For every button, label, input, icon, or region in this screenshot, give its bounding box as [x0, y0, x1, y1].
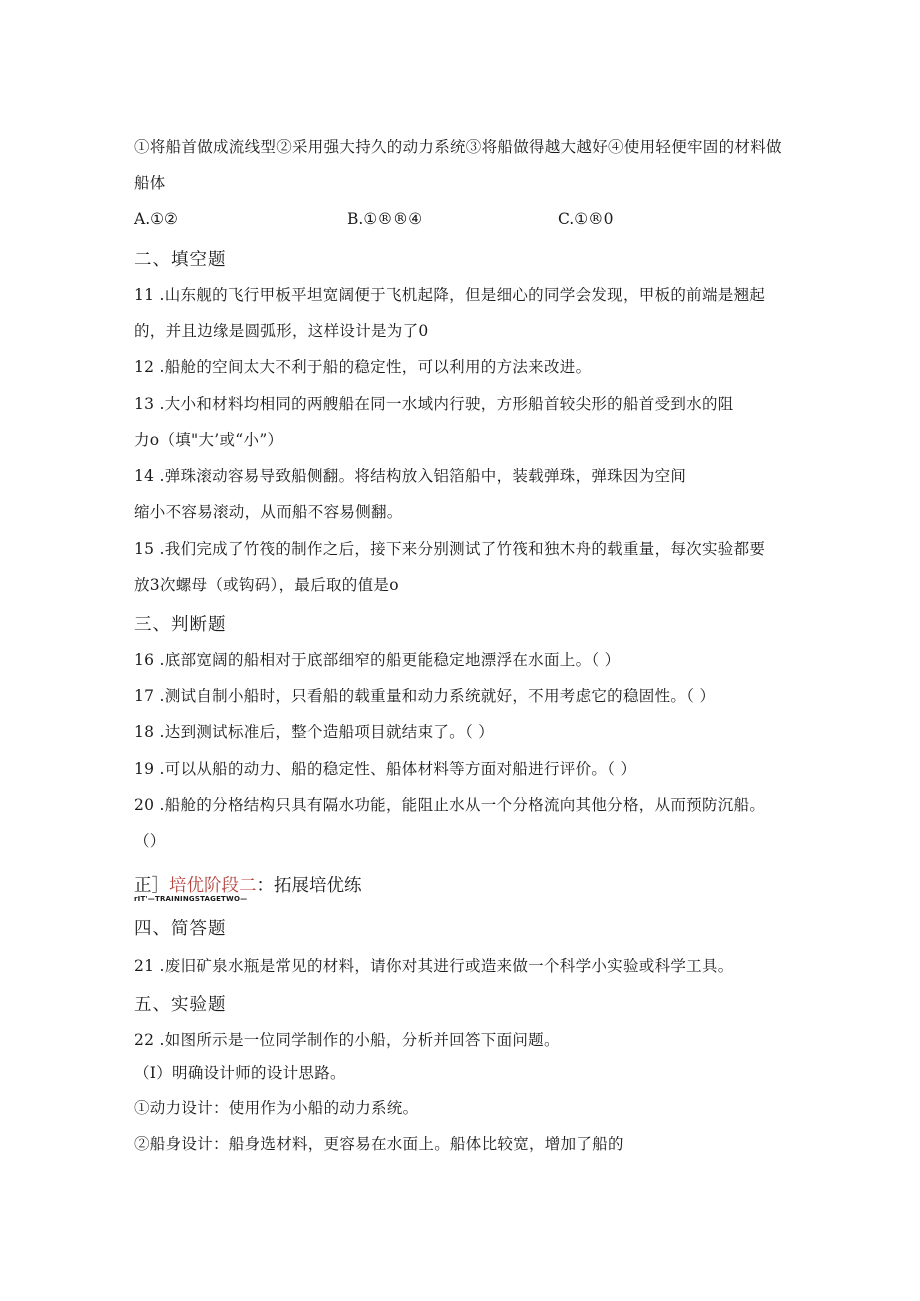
q15-line1: 15 .我们完成了竹筏的制作之后，接下来分别测试了竹筏和独木舟的载重量，每次实验都要	[134, 540, 766, 558]
banner-mark: 正］	[134, 876, 169, 896]
stage-banner	[134, 872, 362, 897]
section2-title: 二、填空题	[134, 250, 227, 270]
q11-line1: 11 .山东舰的飞行甲板平坦宽阔便于飞机起降，但是细心的同学会发现，甲板的前端是翘起	[134, 286, 766, 304]
q22-sub1: （I）明确设计师的设计思路。	[134, 1064, 346, 1082]
q20-line1: 20 .船舱的分格结构只具有隔水功能，能阻止水从一个分格流向其他分格，从而预防沉船。	[134, 796, 766, 814]
q10-option-b: B.①®®④	[347, 210, 423, 228]
banner-rest: ：拓展培优练	[256, 876, 362, 896]
q14-line2: 缩小不容易滚动，从而船不容易侧翻。	[134, 503, 403, 521]
q21-line: 21 .废旧矿泉水瓶是常见的材料，请你对其进行或造来做一个科学小实验或科学工具。	[134, 957, 734, 975]
banner-subtitle: rIT'—TRAININGSTAGETWO—	[134, 895, 248, 903]
q20-line2: （）	[134, 832, 166, 850]
q10-line2: 船体	[134, 174, 166, 192]
q18-line: 18 .达到测试标准后，整个造船项目就结束了。（ ）	[134, 723, 495, 741]
q13-line2: 力o（填"大’或“小”）	[134, 431, 284, 449]
q13-line1: 13 .大小和材料均相同的两艘船在同一水域内行驶，方形船首较尖形的船首受到水的阻	[134, 395, 734, 413]
q15-line2: 放3次螺母（或钩码），最后取的值是o	[134, 576, 399, 594]
q22-line: 22 .如图所示是一位同学制作的小船，分析并回答下面问题。	[134, 1031, 560, 1049]
q10-option-c: C.①®0	[558, 210, 614, 228]
q19-line: 19 .可以从船的动力、船的稳定性、船体材料等方面对船进行评价。（ ）	[134, 760, 637, 778]
section3-title: 三、判断题	[134, 615, 227, 635]
q11-line2: 的，并且边缘是圆弧形，这样设计是为了0	[134, 322, 429, 340]
q10-option-a: A.①②	[134, 210, 178, 228]
section4-title: 四、简答题	[134, 919, 227, 939]
q14-line1: 14 .弹珠滚动容易导致船侧翻。将结构放入铝箔船中，装载弹珠，弹珠因为空间	[134, 467, 687, 485]
q16-line: 16 .底部宽阔的船相对于底部细窄的船更能稳定地漂浮在水面上。（ ）	[134, 651, 621, 669]
section5-title: 五、实验题	[134, 995, 227, 1015]
q22-item1: ①动力设计：使用作为小船的动力系统。	[134, 1099, 419, 1117]
q17-line: 17 .测试自制小船时，只看船的载重量和动力系统就好，不用考虑它的稳固性。（ ）	[134, 687, 716, 705]
q12-line: 12 .船舱的空间太大不利于船的稳定性，可以利用的方法来改进。	[134, 358, 592, 376]
q10-line1: ①将船首做成流线型②采用强大持久的动力系统③将船做得越大越好④使用轻便牢固的材料做	[134, 138, 782, 156]
q22-item2: ②船身设计：船身选材料，更容易在水面上。船体比较宽，增加了船的	[134, 1135, 624, 1153]
banner-highlight: 培优阶段二	[169, 876, 257, 896]
